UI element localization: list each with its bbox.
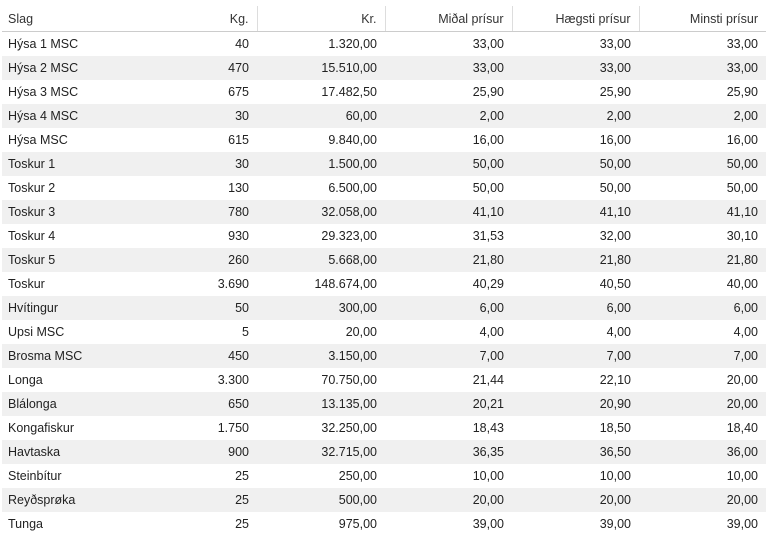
cell-kg: 130 [228, 181, 249, 195]
cell-kr: 1.500,00 [328, 157, 377, 171]
cell-max-price: 36,50 [599, 445, 631, 459]
cell-kg: 30 [235, 157, 249, 171]
cell-min-price: 36,00 [726, 445, 758, 459]
cell-species: Hýsa 1 MSC [8, 37, 79, 51]
cell-avg-price: 2,00 [479, 109, 504, 123]
cell-avg-price: 21,80 [472, 253, 504, 267]
cell-kg: 260 [228, 253, 249, 267]
cell-min-price: 10,00 [726, 469, 758, 483]
cell-avg-price: 41,10 [472, 205, 504, 219]
table-row [2, 512, 766, 536]
cell-avg-price: 25,90 [472, 85, 504, 99]
cell-kg: 3.690 [217, 277, 249, 291]
cell-kr: 975,00 [338, 517, 377, 531]
cell-species: Hvítingur [8, 301, 59, 315]
cell-avg-price: 21,44 [472, 373, 504, 387]
cell-kr: 32.250,00 [321, 421, 377, 435]
cell-kg: 5 [242, 325, 249, 339]
cell-kg: 780 [228, 205, 249, 219]
cell-min-price: 20,00 [726, 493, 758, 507]
cell-min-price: 33,00 [726, 37, 758, 51]
cell-species: Hýsa MSC [8, 133, 68, 147]
cell-min-price: 25,90 [726, 85, 758, 99]
cell-kg: 1.750 [217, 421, 249, 435]
cell-max-price: 4,00 [606, 325, 631, 339]
cell-min-price: 50,00 [726, 157, 758, 171]
cell-avg-price: 31,53 [472, 229, 504, 243]
cell-avg-price: 40,29 [472, 277, 504, 291]
cell-kr: 17.482,50 [321, 85, 377, 99]
cell-max-price: 2,00 [606, 109, 631, 123]
cell-species: Toskur 1 [8, 157, 56, 171]
cell-species: Toskur 3 [8, 205, 56, 219]
table-row [2, 80, 766, 104]
cell-species: Upsi MSC [8, 325, 65, 339]
table-row [2, 224, 766, 248]
cell-max-price: 22,10 [599, 373, 631, 387]
table-row [2, 248, 766, 272]
table-row [2, 176, 766, 200]
cell-avg-price: 20,00 [472, 493, 504, 507]
cell-max-price: 33,00 [599, 61, 631, 75]
cell-kr: 60,00 [345, 109, 377, 123]
table-row [2, 152, 766, 176]
cell-kg: 470 [228, 61, 249, 75]
table-body [2, 32, 766, 537]
table-row [2, 344, 766, 368]
cell-avg-price: 6,00 [479, 301, 504, 315]
cell-avg-price: 20,21 [472, 397, 504, 411]
cell-species: Longa [8, 373, 43, 387]
header-row [2, 6, 766, 32]
cell-max-price: 50,00 [599, 157, 631, 171]
table-row [2, 272, 766, 296]
table-row [2, 296, 766, 320]
cell-kg: 450 [228, 349, 249, 363]
cell-avg-price: 16,00 [472, 133, 504, 147]
cell-kg: 30 [235, 109, 249, 123]
table-row [2, 488, 766, 512]
cell-max-price: 16,00 [599, 133, 631, 147]
cell-max-price: 33,00 [599, 37, 631, 51]
cell-avg-price: 33,00 [472, 37, 504, 51]
price-table [2, 6, 766, 536]
cell-kg: 40 [235, 37, 249, 51]
cell-avg-price: 50,00 [472, 157, 504, 171]
cell-max-price: 50,00 [599, 181, 631, 195]
cell-kr: 13.135,00 [321, 397, 377, 411]
cell-avg-price: 10,00 [472, 469, 504, 483]
column-header-max-price[interactable]: Hægsti prísur [512, 6, 639, 32]
cell-max-price: 40,50 [599, 277, 631, 291]
cell-kr: 29.323,00 [321, 229, 377, 243]
cell-min-price: 6,00 [733, 301, 758, 315]
cell-species: Havtaska [8, 445, 61, 459]
cell-kr: 300,00 [338, 301, 377, 315]
table-row [2, 440, 766, 464]
cell-kr: 6.500,00 [328, 181, 377, 195]
table-row [2, 128, 766, 152]
cell-kr: 20,00 [345, 325, 377, 339]
cell-species: Kongafiskur [8, 421, 75, 435]
cell-min-price: 16,00 [726, 133, 758, 147]
cell-kr: 148.674,00 [314, 277, 377, 291]
cell-min-price: 41,10 [726, 205, 758, 219]
cell-species: Steinbítur [8, 469, 62, 483]
cell-species: Hýsa 3 MSC [8, 85, 79, 99]
cell-max-price: 18,50 [599, 421, 631, 435]
cell-max-price: 20,90 [599, 397, 631, 411]
table-row [2, 200, 766, 224]
cell-max-price: 32,00 [599, 229, 631, 243]
cell-min-price: 7,00 [733, 349, 758, 363]
cell-kg: 675 [228, 85, 249, 99]
table-row [2, 104, 766, 128]
cell-kg: 25 [235, 493, 249, 507]
cell-kg: 25 [235, 517, 249, 531]
cell-avg-price: 50,00 [472, 181, 504, 195]
cell-kr: 250,00 [338, 469, 377, 483]
cell-kg: 50 [235, 301, 249, 315]
cell-kr: 5.668,00 [328, 253, 377, 267]
cell-min-price: 30,10 [726, 229, 758, 243]
cell-avg-price: 39,00 [472, 517, 504, 531]
cell-kr: 1.320,00 [328, 37, 377, 51]
table-header [2, 6, 766, 32]
cell-species: Reyðsprøka [8, 493, 76, 507]
cell-kg: 615 [228, 133, 249, 147]
cell-avg-price: 36,35 [472, 445, 504, 459]
cell-min-price: 20,00 [726, 373, 758, 387]
cell-kr: 3.150,00 [328, 349, 377, 363]
cell-kg: 650 [228, 397, 249, 411]
cell-kr: 32.058,00 [321, 205, 377, 219]
cell-species: Tunga [8, 517, 43, 531]
cell-species: Blálonga [8, 397, 57, 411]
column-header-avg-price[interactable]: Miðal prísur [385, 6, 512, 32]
cell-max-price: 10,00 [599, 469, 631, 483]
cell-species: Brosma MSC [8, 349, 83, 363]
cell-max-price: 39,00 [599, 517, 631, 531]
cell-species: Hýsa 4 MSC [8, 109, 79, 123]
cell-kr: 70.750,00 [321, 373, 377, 387]
cell-species: Toskur 4 [8, 229, 56, 243]
cell-max-price: 41,10 [599, 205, 631, 219]
table-row [2, 416, 766, 440]
table-row [2, 56, 766, 80]
cell-kr: 15.510,00 [321, 61, 377, 75]
column-header-min-price[interactable]: Minsti prísur [639, 6, 766, 32]
cell-avg-price: 4,00 [479, 325, 504, 339]
cell-min-price: 33,00 [726, 61, 758, 75]
cell-species: Toskur 5 [8, 253, 56, 267]
cell-avg-price: 7,00 [479, 349, 504, 363]
table-row [2, 392, 766, 416]
cell-min-price: 20,00 [726, 397, 758, 411]
cell-kg: 930 [228, 229, 249, 243]
cell-min-price: 21,80 [726, 253, 758, 267]
cell-species: Toskur [8, 277, 45, 291]
cell-min-price: 18,40 [726, 421, 758, 435]
cell-avg-price: 33,00 [472, 61, 504, 75]
cell-max-price: 20,00 [599, 493, 631, 507]
table-row [2, 368, 766, 392]
cell-kr: 32.715,00 [321, 445, 377, 459]
column-header-species[interactable]: Slag [2, 6, 130, 32]
cell-min-price: 40,00 [726, 277, 758, 291]
cell-min-price: 39,00 [726, 517, 758, 531]
cell-kg: 25 [235, 469, 249, 483]
cell-species: Hýsa 2 MSC [8, 61, 79, 75]
cell-kg: 3.300 [217, 373, 249, 387]
column-header-kg[interactable]: Kg. [130, 6, 257, 32]
cell-species: Toskur 2 [8, 181, 56, 195]
table-row [2, 464, 766, 488]
cell-min-price: 2,00 [733, 109, 758, 123]
cell-min-price: 4,00 [733, 325, 758, 339]
cell-max-price: 25,90 [599, 85, 631, 99]
cell-max-price: 21,80 [599, 253, 631, 267]
cell-kr: 9.840,00 [328, 133, 377, 147]
table-row [2, 32, 766, 57]
cell-kg: 900 [228, 445, 249, 459]
cell-min-price: 50,00 [726, 181, 758, 195]
cell-max-price: 6,00 [606, 301, 631, 315]
cell-avg-price: 18,43 [472, 421, 504, 435]
column-header-kr[interactable]: Kr. [257, 6, 385, 32]
table-row [2, 320, 766, 344]
cell-kr: 500,00 [338, 493, 377, 507]
cell-max-price: 7,00 [606, 349, 631, 363]
